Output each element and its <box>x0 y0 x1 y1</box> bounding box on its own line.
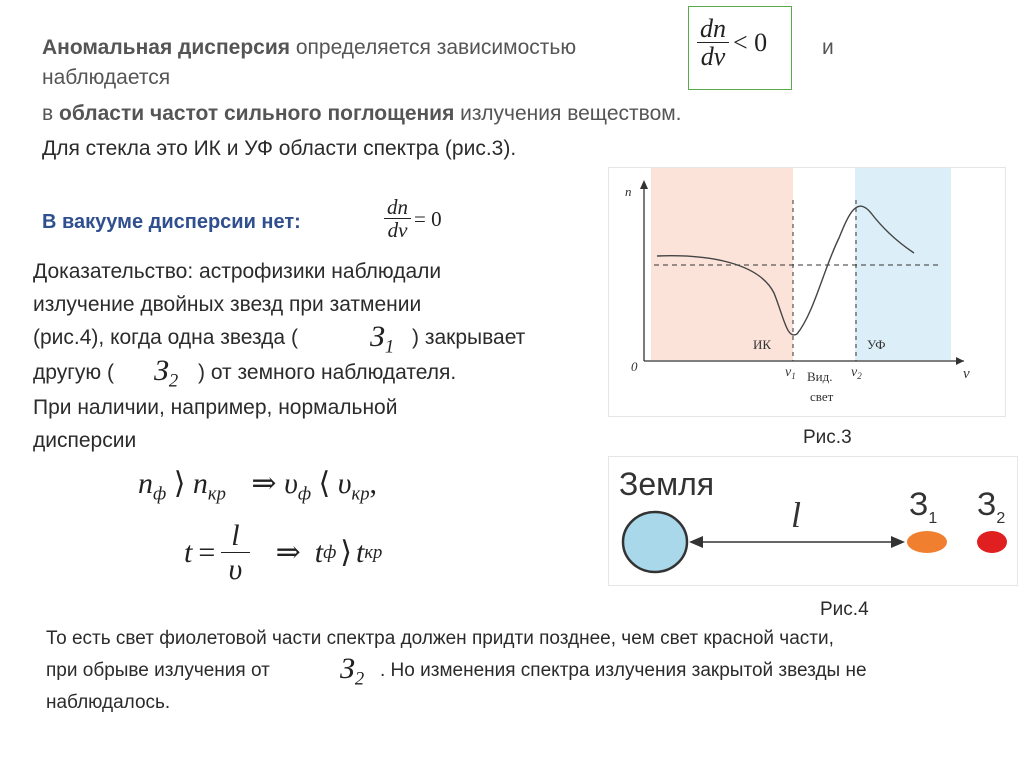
conclusion-line2b: . Но изменения спектра излучения закрытой звезды не <box>380 660 867 681</box>
conclusion-line2a: при обрыве излучения от <box>46 660 270 681</box>
figure-4 <box>608 456 1018 586</box>
formula-vacuum <box>384 196 442 242</box>
eclipse-diagram <box>609 457 1019 587</box>
star-symbol-2: $З_2$ <box>154 354 179 392</box>
proof-line3a: (рис.4), когда одна звезда ( <box>33 326 298 349</box>
origin-label: 0 <box>631 359 638 374</box>
fig3-caption: Рис.3 <box>803 427 852 448</box>
ik-label: ИК <box>753 337 772 352</box>
nu1-label: $\nu_1$ <box>785 365 796 381</box>
distance-label: l <box>791 495 802 535</box>
vacuum-num: dn <box>384 196 411 219</box>
intro-term: Аномальная дисперсия <box>42 36 290 59</box>
intro-and: и <box>822 36 834 59</box>
proof-line2: излучение двойных звезд при затмении <box>33 293 422 316</box>
uv-band <box>855 168 951 360</box>
earth-label: Земля <box>619 466 715 502</box>
star2-circle <box>977 531 1007 553</box>
nu-axis-label: ν <box>963 366 970 382</box>
formula-time: t = $\frac{l}{\upsilon}$ ⇒ t ф ⟩ t кр <box>184 519 383 586</box>
star1-circle <box>907 531 947 553</box>
fig4-caption: Рис.4 <box>820 599 869 620</box>
proof-line4a: другую ( <box>33 361 114 384</box>
intro-line2: наблюдается <box>42 66 171 89</box>
star-symbol-1: $З_1$ <box>370 320 395 358</box>
intro-line1 <box>42 34 692 62</box>
formula-box <box>688 6 792 90</box>
formula-top-num: dn <box>697 15 729 43</box>
proof-line6: дисперсии <box>33 429 137 452</box>
conclusion-line1: То есть свет фиолетовой части спектра должен придти позднее, чем свет красной части, <box>46 628 834 649</box>
formula-dn-dnu <box>697 15 767 72</box>
intro-line4: Для стекла это ИК и УФ области спектра (рис.3). <box>42 137 517 160</box>
formula-refraction: $n_ф$ ⟩ $n_{кр}$ ⇒ $\upsilon_ф$ ⟨ $\upsilon_{кр}$, <box>138 467 378 505</box>
visible-label-1: Вид. <box>807 369 833 384</box>
star2-label: $З_2$ <box>977 486 1006 527</box>
vacuum-rel: = 0 <box>414 206 442 231</box>
proof-line3b: ) закрывает <box>412 326 526 349</box>
uf-label: УФ <box>867 337 886 352</box>
star1-label: $З_1$ <box>909 486 938 527</box>
n-axis-label: n <box>625 184 632 199</box>
proof-line4b: ) от земного наблюдателя. <box>198 361 457 384</box>
vacuum-den: dν <box>387 218 408 243</box>
intro-line3: в области частот сильного поглощения излучения веществом. <box>42 102 682 125</box>
formula-top-rel: < 0 <box>733 28 768 58</box>
intro-line3-bold: области частот сильного поглощения <box>59 102 455 125</box>
vacuum-label: В вакууме дисперсии нет: <box>42 211 301 233</box>
proof-line1: Доказательство: астрофизики наблюдали <box>33 260 442 283</box>
visible-label-2: свет <box>810 389 834 404</box>
dispersion-plot <box>609 168 1007 418</box>
earth-circle <box>623 512 687 572</box>
nu2-label: $\nu_2$ <box>851 365 862 381</box>
ir-band <box>651 168 793 360</box>
intro-rest: определяется зависимостью <box>290 36 577 59</box>
figure-3 <box>608 167 1006 417</box>
conclusion-line3: наблюдалось. <box>46 692 171 713</box>
proof-line5: При наличии, например, нормальной <box>33 396 398 419</box>
star-symbol-2-conclusion: $З_2$ <box>340 652 365 690</box>
formula-top-den: dν <box>700 42 726 72</box>
